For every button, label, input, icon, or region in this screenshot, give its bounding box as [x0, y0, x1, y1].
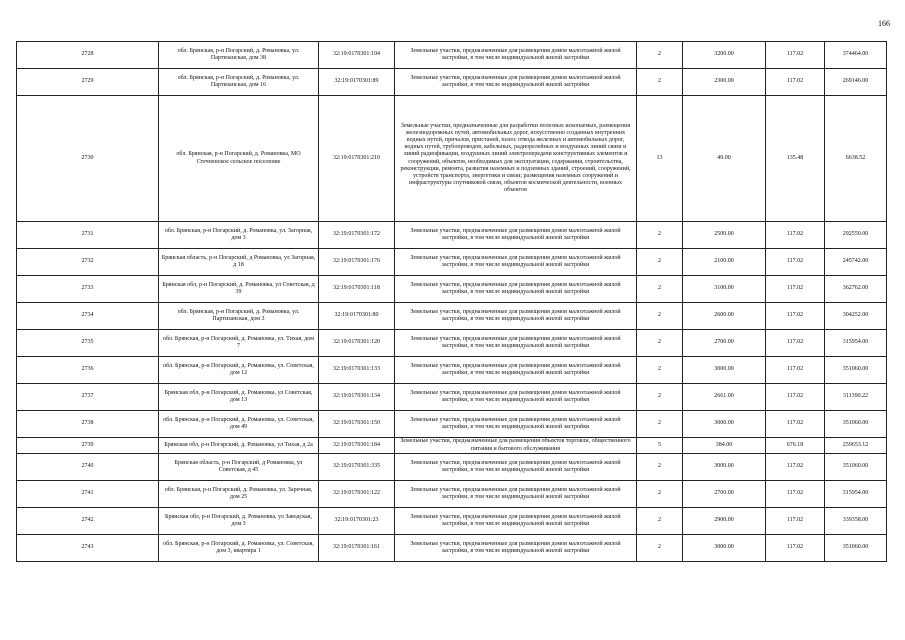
table-row — [17, 357, 887, 384]
group-cell: 2 — [637, 357, 683, 384]
address-cell: Брянская обл, р-н Погарский, д. Романовка, ул Заводская, дом 3 — [159, 508, 319, 535]
address-cell: обл. Брянская, р-н Погарский, д. Романовка, ул. Советская, дом 49 — [159, 411, 319, 438]
address-cell: Брянская область, р-н Погарский, д Романовка, ул Советская, д 45 — [159, 454, 319, 481]
specific-value-cell: 117.02 — [766, 454, 825, 481]
land-use-type-cell: Земельные участки, предназначенные для размещения домов малоэтажной жилой застройки, в том числе индивидуальной жилой застройки — [395, 69, 637, 96]
table-row — [17, 249, 887, 276]
cadastral-number-cell: 32:19:0170301:118 — [319, 276, 395, 303]
row-number: 2743 — [17, 535, 159, 562]
table-row — [17, 508, 887, 535]
address-cell: Брянская обл, р-н Погарский, д. Романовка, ул Советская, дом 13 — [159, 384, 319, 411]
specific-value-cell: 117.02 — [766, 535, 825, 562]
address-cell: обл. Брянская, р-н Погарский, д. Романовка, ул. Заречная, дом 25 — [159, 481, 319, 508]
cadastral-number-cell: 32:19:0170301:23 — [319, 508, 395, 535]
specific-value-cell: 117.02 — [766, 411, 825, 438]
cadastral-value-cell: 351060.00 — [825, 454, 887, 481]
land-use-type-cell: Земельные участки, предназначенные для размещения объектов торговли, общественного питания и бытового обслуживания — [395, 438, 637, 454]
group-cell: 2 — [637, 454, 683, 481]
area-cell: 3000.00 — [683, 411, 766, 438]
specific-value-cell: 117.02 — [766, 508, 825, 535]
area-cell: 2900.00 — [683, 508, 766, 535]
row-number: 2728 — [17, 42, 159, 69]
row-number: 2732 — [17, 249, 159, 276]
area-cell: 2100.00 — [683, 249, 766, 276]
land-use-type-cell: Земельные участки, предназначенные для размещения домов малоэтажной жилой застройки, в том числе индивидуальной жилой застройки — [395, 357, 637, 384]
group-cell: 2 — [637, 222, 683, 249]
group-cell: 5 — [637, 438, 683, 454]
table-row — [17, 303, 887, 330]
specific-value-cell: 117.02 — [766, 384, 825, 411]
row-number: 2735 — [17, 330, 159, 357]
cadastral-value-cell: 374464.00 — [825, 42, 887, 69]
cadastral-number-cell: 32:19:0170301:176 — [319, 249, 395, 276]
group-cell: 13 — [637, 96, 683, 222]
cadastral-value-cell: 351060.00 — [825, 411, 887, 438]
table-body — [17, 42, 887, 562]
row-number: 2741 — [17, 481, 159, 508]
area-cell: 2500.00 — [683, 222, 766, 249]
row-number: 2733 — [17, 276, 159, 303]
area-cell: 3000.00 — [683, 357, 766, 384]
cadastral-value-cell: 269146.00 — [825, 69, 887, 96]
specific-value-cell: 117.02 — [766, 357, 825, 384]
specific-value-cell: 117.02 — [766, 222, 825, 249]
specific-value-cell: 117.02 — [766, 330, 825, 357]
land-use-type-cell: Земельные участки, предназначенные для размещения домов малоэтажной жилой застройки, в том числе индивидуальной жилой застройки — [395, 303, 637, 330]
group-cell: 2 — [637, 42, 683, 69]
cadastral-value-cell: 245742.00 — [825, 249, 887, 276]
land-use-type-cell: Земельные участки, предназначенные для размещения домов малоэтажной жилой застройки, в том числе индивидуальной жилой застройки — [395, 42, 637, 69]
address-cell: Брянская область, р-н Погарский, д Романовка, ул Загорная, д 18 — [159, 249, 319, 276]
table-row — [17, 454, 887, 481]
table-row — [17, 535, 887, 562]
cadastral-number-cell: 32:19:0170301:161 — [319, 535, 395, 562]
cadastral-value-table — [16, 41, 887, 562]
area-cell: 2300.00 — [683, 69, 766, 96]
area-cell: 3000.00 — [683, 454, 766, 481]
land-use-type-cell: Земельные участки, предназначенные для размещения домов малоэтажной жилой застройки, в том числе индивидуальной жилой застройки — [395, 454, 637, 481]
row-number: 2730 — [17, 96, 159, 222]
specific-value-cell: 117.02 — [766, 303, 825, 330]
group-cell: 2 — [637, 69, 683, 96]
row-number: 2742 — [17, 508, 159, 535]
address-cell: обл. Брянская, р-н Погарский, д. Романовка, ул. Советская, дом 3, квартира 1 — [159, 535, 319, 562]
cadastral-number-cell: 32:19:0170301:122 — [319, 481, 395, 508]
area-cell: 2700.00 — [683, 330, 766, 357]
address-cell: Брянская обл, р-н Погарский, д. Романовка, ул Тихая, д 2а — [159, 438, 319, 454]
table-row — [17, 438, 887, 454]
cadastral-number-cell: 32:19:0170301:335 — [319, 454, 395, 481]
land-use-type-cell: Земельные участки, предназначенные для размещения домов малоэтажной жилой застройки, в том числе индивидуальной жилой застройки — [395, 411, 637, 438]
specific-value-cell: 117.02 — [766, 42, 825, 69]
cadastral-value-cell: 351060.00 — [825, 357, 887, 384]
cadastral-value-cell: 259653.12 — [825, 438, 887, 454]
group-cell: 2 — [637, 535, 683, 562]
land-use-type-cell: Земельные участки, предназначенные для разработки полезных ископаемых, размещения железнодорожных путей, автомобильных дорог, искусственно созданных внутренних водных путей, причалов, пристаней, полос отвода железных и автомобильных дорог, водных путей, трубопроводов, кабельных, радиорелейных и воздушных линий связи и линий радиофикации, воздушных линий электропередачи конструктивных элементов и сооружений, объектов, необходимых для эксплуатации, содержания, строительства, реконструкции, ремонта, развития наземных и подземных зданий, строений, сооружений, устройств транспорта, энергетики и связи; размещения наземных сооружений и инфраструктуры спутниковой связи, объектов космической деятельности, военных объектов — [395, 96, 637, 222]
page-number: 166 — [878, 19, 890, 28]
row-number: 2738 — [17, 411, 159, 438]
group-cell: 2 — [637, 508, 683, 535]
table-row — [17, 42, 887, 69]
group-cell: 2 — [637, 249, 683, 276]
area-cell: 3200.00 — [683, 42, 766, 69]
specific-value-cell: 117.02 — [766, 481, 825, 508]
land-use-type-cell: Земельные участки, предназначенные для размещения домов малоэтажной жилой застройки, в том числе индивидуальной жилой застройки — [395, 384, 637, 411]
cadastral-value-cell: 304252.00 — [825, 303, 887, 330]
address-cell: обл. Брянская, р-н Погарский, д. Романовка, ул. Партизанская, дом 3 — [159, 303, 319, 330]
table-row — [17, 96, 887, 222]
area-cell: 2600.00 — [683, 303, 766, 330]
specific-value-cell: 676.18 — [766, 438, 825, 454]
land-use-type-cell: Земельные участки, предназначенные для размещения домов малоэтажной жилой застройки, в том числе индивидуальной жилой застройки — [395, 276, 637, 303]
cadastral-number-cell: 32:19:0170301:172 — [319, 222, 395, 249]
table-row — [17, 222, 887, 249]
table-row — [17, 330, 887, 357]
specific-value-cell: 117.02 — [766, 276, 825, 303]
table-row — [17, 69, 887, 96]
cadastral-number-cell: 32:19:0170301:104 — [319, 42, 395, 69]
land-use-type-cell: Земельные участки, предназначенные для размещения домов малоэтажной жилой застройки, в том числе индивидуальной жилой застройки — [395, 222, 637, 249]
land-use-type-cell: Земельные участки, предназначенные для размещения домов малоэтажной жилой застройки, в том числе индивидуальной жилой застройки — [395, 508, 637, 535]
row-number: 2736 — [17, 357, 159, 384]
cadastral-number-cell: 32:19:0170301:184 — [319, 438, 395, 454]
area-cell: 49.00 — [683, 96, 766, 222]
specific-value-cell: 117.02 — [766, 69, 825, 96]
group-cell: 2 — [637, 276, 683, 303]
row-number: 2739 — [17, 438, 159, 454]
land-use-type-cell: Земельные участки, предназначенные для размещения домов малоэтажной жилой застройки, в том числе индивидуальной жилой застройки — [395, 330, 637, 357]
land-use-type-cell: Земельные участки, предназначенные для размещения домов малоэтажной жилой застройки, в том числе индивидуальной жилой застройки — [395, 481, 637, 508]
cadastral-value-cell: 339358.00 — [825, 508, 887, 535]
cadastral-number-cell: 32:19:0170301:134 — [319, 384, 395, 411]
specific-value-cell: 117.02 — [766, 249, 825, 276]
row-number: 2734 — [17, 303, 159, 330]
table-row — [17, 276, 887, 303]
area-cell: 3000.00 — [683, 535, 766, 562]
address-cell: обл. Брянская, р-н Погарский, д. Романовка, ул. Партизанская, дом 16 — [159, 69, 319, 96]
group-cell: 2 — [637, 330, 683, 357]
land-use-type-cell: Земельные участки, предназначенные для размещения домов малоэтажной жилой застройки, в том числе индивидуальной жилой застройки — [395, 535, 637, 562]
table-row — [17, 481, 887, 508]
row-number: 2740 — [17, 454, 159, 481]
cadastral-number-cell: 32:19:0170301:150 — [319, 411, 395, 438]
specific-value-cell: 135.48 — [766, 96, 825, 222]
cadastral-number-cell: 32:19:0170301:80 — [319, 303, 395, 330]
area-cell: 2661.00 — [683, 384, 766, 411]
group-cell: 2 — [637, 384, 683, 411]
cadastral-value-cell: 292550.00 — [825, 222, 887, 249]
cadastral-number-cell: 32:19:0170301:120 — [319, 330, 395, 357]
group-cell: 2 — [637, 481, 683, 508]
cadastral-value-cell: 315954.00 — [825, 481, 887, 508]
row-number: 2729 — [17, 69, 159, 96]
group-cell: 2 — [637, 303, 683, 330]
cadastral-value-cell: 6638.52 — [825, 96, 887, 222]
address-cell: обл. Брянская, р-н Погарский, д. Романовка, ул. Тихая, дом 7 — [159, 330, 319, 357]
land-use-type-cell: Земельные участки, предназначенные для размещения домов малоэтажной жилой застройки, в том числе индивидуальной жилой застройки — [395, 249, 637, 276]
table-row — [17, 411, 887, 438]
cadastral-value-cell: 315954.00 — [825, 330, 887, 357]
address-cell: Брянская обл, р-н Погарский, д. Романовка, ул Советская, д 39 — [159, 276, 319, 303]
cadastral-number-cell: 32:19:0170301:89 — [319, 69, 395, 96]
area-cell: 3100.00 — [683, 276, 766, 303]
table-row — [17, 384, 887, 411]
address-cell: обл. Брянская, р-н Погарский, д. Романовка, ул. Советская, дом 12 — [159, 357, 319, 384]
cadastral-number-cell: 32:19:0170301:133 — [319, 357, 395, 384]
address-cell: обл. Брянская, р-н Погарский, д. Романовка, МО Стечненское сельское поселение — [159, 96, 319, 222]
group-cell: 2 — [637, 411, 683, 438]
address-cell: обл. Брянская, р-н Погарский, д. Романовка, ул. Загорная, дом 3 — [159, 222, 319, 249]
cadastral-value-cell: 311390.22 — [825, 384, 887, 411]
area-cell: 2700.00 — [683, 481, 766, 508]
row-number: 2737 — [17, 384, 159, 411]
cadastral-value-cell: 351060.00 — [825, 535, 887, 562]
cadastral-number-cell: 32:19:0170301:210 — [319, 96, 395, 222]
row-number: 2731 — [17, 222, 159, 249]
cadastral-value-cell: 362762.00 — [825, 276, 887, 303]
area-cell: 384.00 — [683, 438, 766, 454]
address-cell: обл. Брянская, р-н Погарский, д. Романовка, ул. Партизанская, дом 38 — [159, 42, 319, 69]
